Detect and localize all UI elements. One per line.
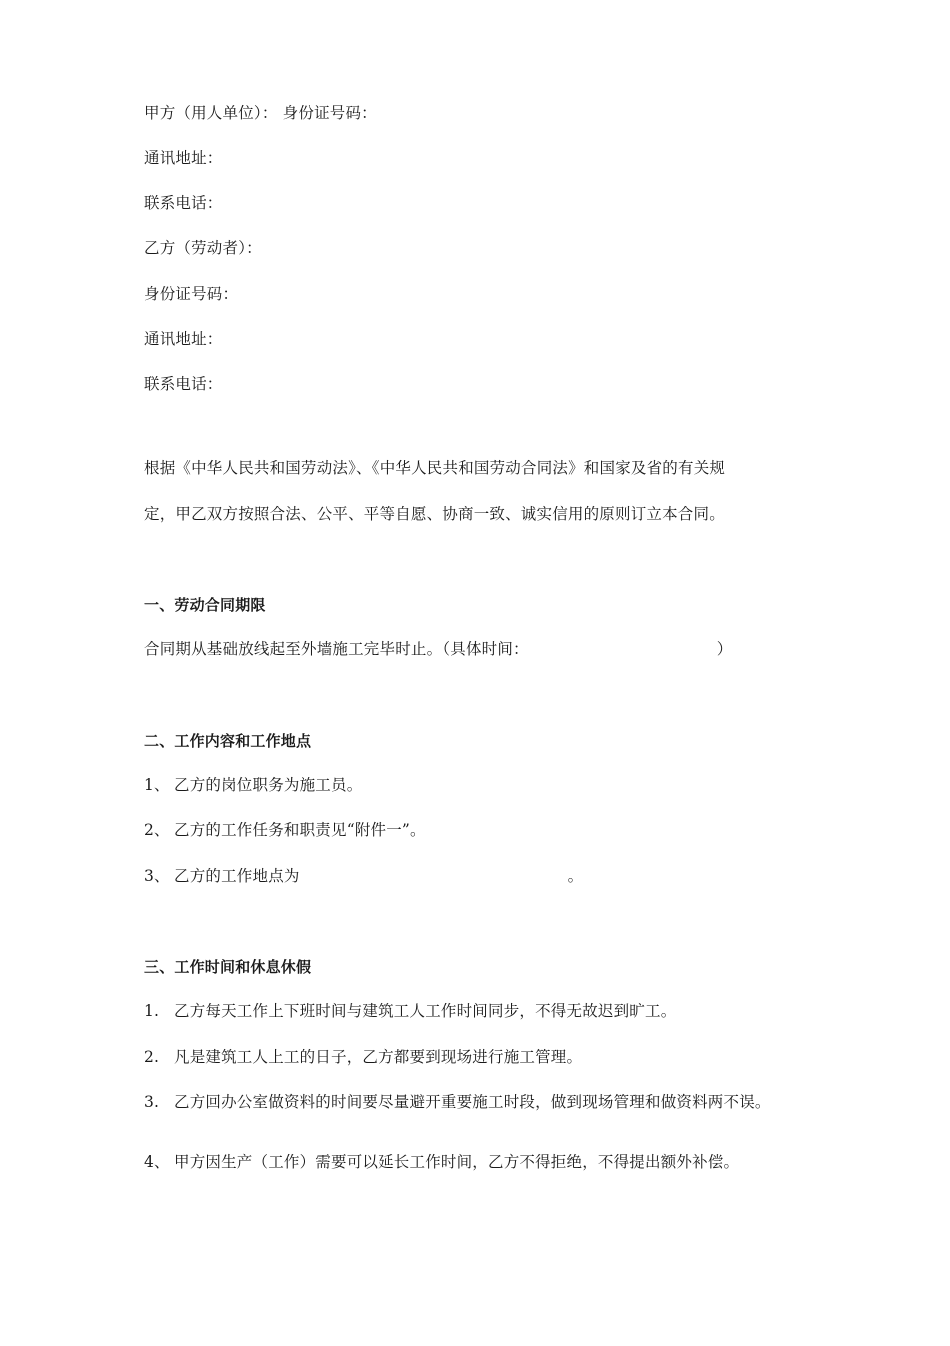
item-number: 4、	[144, 1153, 170, 1171]
section-1-title: 一、劳动合同期限	[144, 596, 266, 614]
party-b-phone: 联系电话：	[144, 375, 223, 393]
item-end: 。	[567, 867, 584, 885]
preamble-line-2: 定，甲乙双方按照合法、公平、平等自愿、协商一致、诚实信用的原则订立本合同。	[144, 505, 725, 523]
section-3-title: 三、工作时间和休息休假	[144, 958, 312, 976]
item-text: 乙方的工作任务和职责见“附件一”。	[174, 821, 426, 839]
section-1-text-start: 合同期从基础放线起至外墙施工完毕时止。（具体时间：	[144, 640, 529, 658]
item-number: 1、	[144, 776, 170, 794]
list-item	[144, 1152, 739, 1172]
item-text: 乙方的岗位职务为施工员。	[174, 776, 363, 794]
party-b-id: 身份证号码：	[144, 285, 239, 303]
item-text: 乙方的工作地点为	[174, 867, 300, 885]
section-1-text	[144, 639, 732, 659]
item-number: 3.	[144, 1093, 160, 1111]
list-item	[144, 1047, 582, 1067]
item-number: 2、	[144, 821, 170, 839]
preamble-line-1: 根据《中华人民共和国劳动法》、《中华人民共和国劳动合同法》和国家及省的有关规	[144, 459, 726, 477]
list-item	[144, 866, 583, 886]
item-text: 甲方因生产（工作）需要可以延长工作时间，乙方不得拒绝，不得提出额外补偿。	[174, 1153, 740, 1171]
item-number: 3、	[144, 867, 170, 885]
item-number: 2.	[144, 1048, 160, 1066]
list-item	[144, 1094, 794, 1110]
list-item	[144, 1001, 676, 1021]
party-a-phone: 联系电话：	[144, 194, 223, 212]
party-b-name-line: 乙方（劳动者）：	[144, 239, 262, 257]
item-text: 乙方回办公室做资料的时间要尽量避开重要施工时段，做到现场管理和做资料两不误。	[174, 1093, 771, 1111]
party-a-address: 通讯地址：	[144, 149, 223, 167]
list-item	[144, 820, 426, 840]
item-number: 1.	[144, 1002, 160, 1020]
item-text: 乙方每天工作上下班时间与建筑工人工作时间同步，不得无故迟到旷工。	[174, 1002, 677, 1020]
section-1-text-end: ）	[716, 640, 733, 658]
item-text: 凡是建筑工人上工的日子，乙方都要到现场进行施工管理。	[174, 1048, 583, 1066]
list-item	[144, 775, 362, 795]
party-a-name-line: 甲方（用人单位）： 身份证号码：	[144, 104, 377, 122]
section-2-title: 二、工作内容和工作地点	[144, 732, 312, 750]
party-b-address: 通讯地址：	[144, 330, 223, 348]
